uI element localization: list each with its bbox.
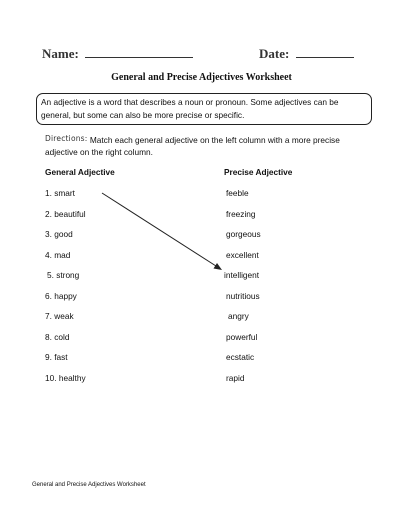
worksheet-title: General and Precise Adjectives Worksheet bbox=[111, 72, 292, 83]
general-column-header: General Adjective bbox=[45, 167, 115, 177]
directions-label: Directions: bbox=[45, 134, 88, 143]
general-adjective-3: 3. good bbox=[45, 229, 73, 239]
precise-adjective-8: powerful bbox=[226, 332, 258, 342]
precise-adjective-10: rapid bbox=[226, 373, 245, 383]
footer-text: General and Precise Adjectives Worksheet bbox=[32, 482, 146, 488]
precise-column-header: Precise Adjective bbox=[224, 167, 293, 177]
intro-text: An adjective is a word that describes a noun or pronoun. Some adjectives can be general, but some can also be more precise or specific. bbox=[41, 97, 339, 120]
name-blank-line[interactable] bbox=[85, 47, 193, 58]
arrow-head-icon bbox=[214, 263, 223, 270]
general-adjective-1: 1. smart bbox=[45, 188, 75, 198]
general-adjective-7: 7. weak bbox=[45, 311, 74, 321]
precise-adjective-3: gorgeous bbox=[226, 229, 261, 239]
general-adjective-8: 8. cold bbox=[45, 332, 70, 342]
directions bbox=[45, 135, 355, 158]
date-label: Date: bbox=[259, 46, 290, 61]
precise-adjective-6: nutritious bbox=[226, 291, 260, 301]
name-label: Name: bbox=[42, 46, 79, 61]
precise-adjective-2: freezing bbox=[226, 209, 256, 219]
general-adjective-10: 10. healthy bbox=[45, 373, 86, 383]
precise-adjective-5: intelligent bbox=[224, 270, 260, 280]
intro-box bbox=[36, 93, 372, 125]
general-adjective-9: 9. fast bbox=[45, 352, 68, 362]
general-adjective-5: 5. strong bbox=[47, 270, 80, 280]
name-field bbox=[42, 46, 193, 62]
general-adjective-4: 4. mad bbox=[45, 250, 71, 260]
arrow-line bbox=[102, 193, 216, 266]
precise-adjective-1: feeble bbox=[226, 188, 249, 198]
date-field bbox=[259, 46, 354, 62]
precise-adjective-7: angry bbox=[228, 311, 249, 321]
precise-adjective-9: ecstatic bbox=[226, 352, 255, 362]
general-adjective-2: 2. beautiful bbox=[45, 209, 86, 219]
date-blank-line[interactable] bbox=[296, 47, 354, 58]
directions-text: Match each general adjective on the left column with a more precise adjective on the right column. bbox=[45, 135, 340, 157]
general-adjective-6: 6. happy bbox=[45, 291, 77, 301]
precise-adjective-4: excellent bbox=[226, 250, 259, 260]
